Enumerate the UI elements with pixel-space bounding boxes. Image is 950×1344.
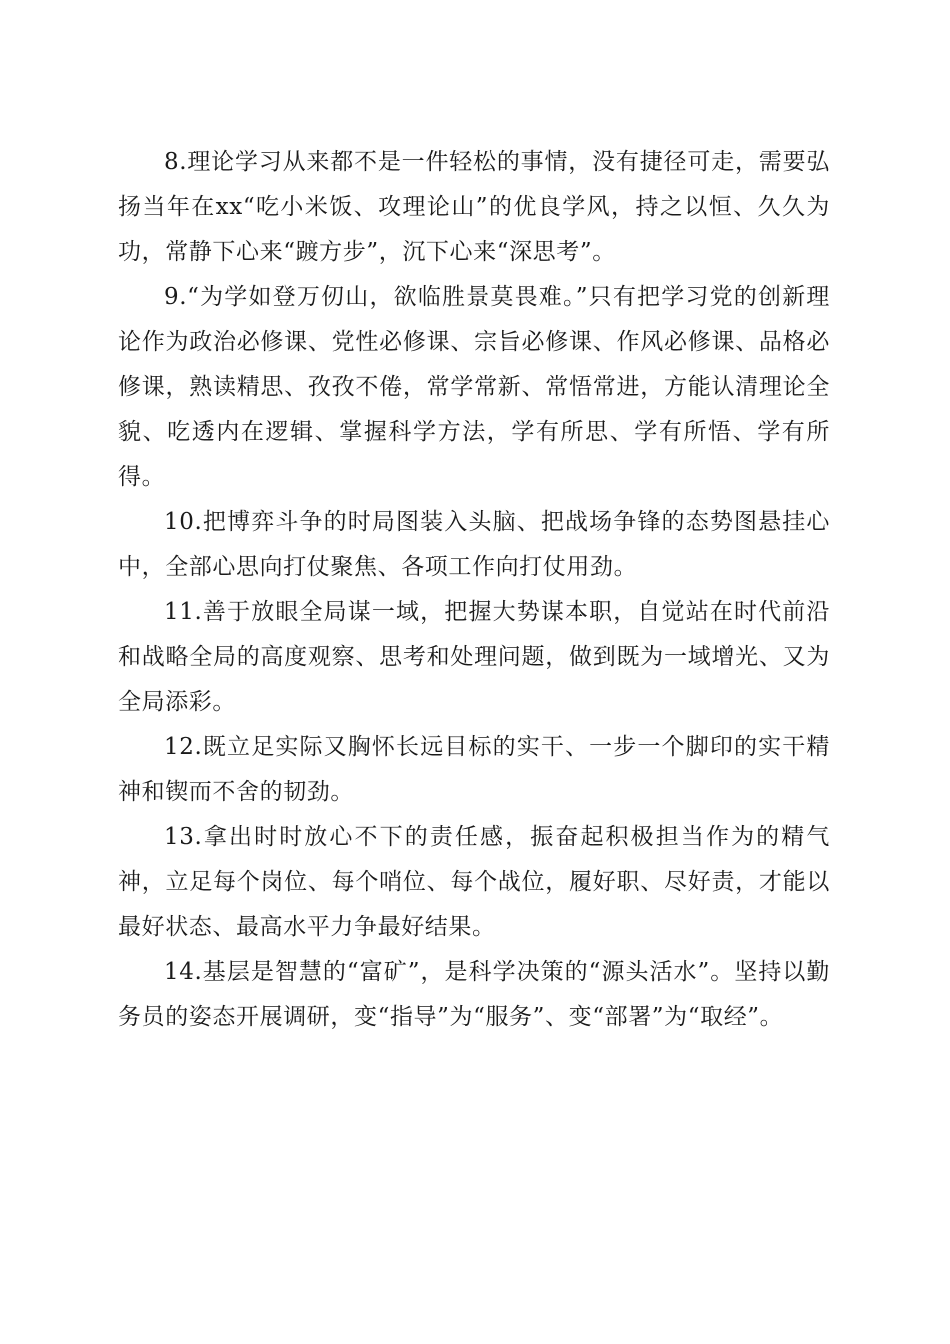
- document-body: [118, 140, 830, 1040]
- paragraph-9: 9.“为学如登万仞山，欲临胜景莫畏难。”只有把学习党的创新理论作为政治必修课、党性必修课、宗旨必修课、作风必修课、品格必修课，熟读精思、孜孜不倦，常学常新、常悟常进，方能认清理论全貌、吃透内在逻辑、掌握科学方法，学有所思、学有所悟、学有所得。: [118, 284, 830, 490]
- paragraph-10: 10.把博弈斗争的时局图装入头脑、把战场争锋的态势图悬挂心中，全部心思向打仗聚焦、各项工作向打仗用劲。: [118, 509, 830, 580]
- paragraph-11: 11.善于放眼全局谋一域，把握大势谋本职，自觉站在时代前沿和战略全局的高度观察、思考和处理问题，做到既为一域增光、又为全局添彩。: [118, 599, 830, 715]
- paragraph-8: 8.理论学习从来都不是一件轻松的事情，没有捷径可走，需要弘扬当年在xx“吃小米饭、攻理论山”的优良学风，持之以恒、久久为功，常静下心来“踱方步”，沉下心来“深思考”。: [118, 149, 830, 265]
- paragraph-13: 13.拿出时时放心不下的责任感，振奋起积极担当作为的精气神，立足每个岗位、每个哨位、每个战位，履好职、尽好责，才能以最好状态、最高水平力争最好结果。: [118, 824, 830, 940]
- paragraph-12: 12.既立足实际又胸怀长远目标的实干、一步一个脚印的实干精神和锲而不舍的韧劲。: [118, 734, 830, 805]
- paragraph-14: 14.基层是智慧的“富矿”，是科学决策的“源头活水”。坚持以勤务员的姿态开展调研，变“指导”为“服务”、变“部署”为“取经”。: [118, 959, 830, 1030]
